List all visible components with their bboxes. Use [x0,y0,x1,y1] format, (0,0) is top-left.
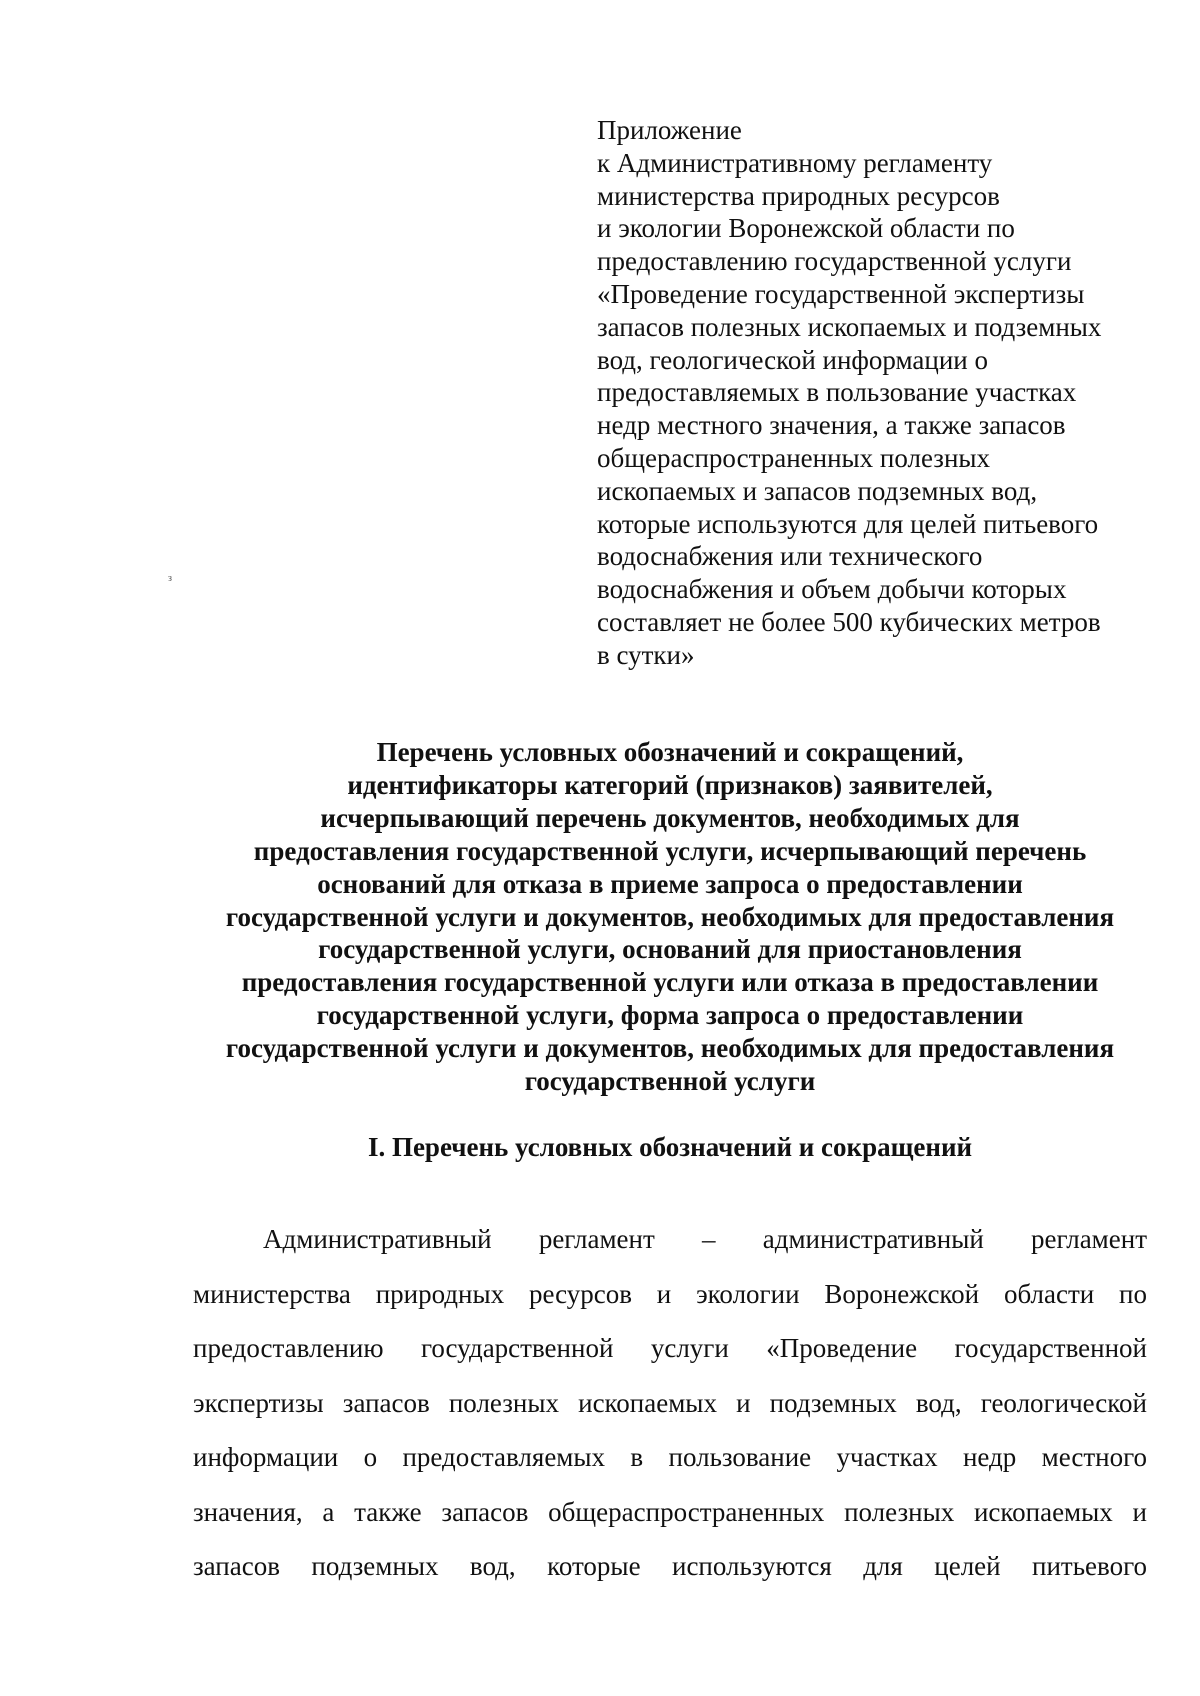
title-line: предоставления государственной услуги или отказа в предоставлении [241,967,1099,998]
appendix-line: предоставляемых в пользование участках [597,377,1077,408]
title-line: оснований для отказа в приеме запроса о предоставлении [317,868,1023,899]
appendix-line: водоснабжения и объем добычи которых [597,574,1067,605]
section-heading: I. Перечень условных обозначений и сокращений [367,1132,973,1162]
appendix-line: недр местного значения, а также запасов [597,410,1066,441]
appendix-line: вод, геологической информации о [597,344,988,375]
document-title [180,736,1160,1098]
appendix-line: водоснабжения или технического [597,541,983,572]
appendix-line: «Проведение государственной экспертизы [597,278,1085,309]
title-line: государственной услуги и документов, необходимых для предоставления [225,1033,1115,1064]
appendix-line: Приложение [597,115,742,145]
paragraph-line: Административный регламент – административный регламент [263,1224,1147,1254]
title-line: предоставления государственной услуги, исчерпывающий перечень [253,835,1087,866]
paragraph-line: информации о предоставляемых в пользование участках недр местного [193,1442,1147,1472]
title-line: государственной услуги [524,1066,816,1097]
appendix-header [597,114,1157,672]
appendix-line: общераспространенных полезных [597,442,991,473]
appendix-line: в сутки» [597,639,695,670]
appendix-line: к Административному регламенту [597,147,993,178]
appendix-line: составляет не более 500 кубических метров [597,606,1101,637]
paragraph-line: экспертизы запасов полезных ископаемых и подземных вод, геологической [193,1387,1147,1418]
appendix-line: министерства природных ресурсов [597,180,1000,211]
paragraph-line: министерства природных ресурсов и экологии Воронежской области по [193,1278,1147,1309]
section-paragraph [193,1212,1147,1594]
appendix-line: которые используются для целей питьевого [597,508,1099,539]
title-line: идентификаторы категорий (признаков) заявителей, [347,769,993,800]
title-line: государственной услуги, форма запроса о предоставлении [316,1000,1024,1031]
appendix-line: и экологии Воронежской области по [597,213,1015,244]
appendix-line: ископаемых и запасов подземных вод, [597,475,1038,506]
title-line: государственной услуги и документов, необходимых для предоставления [225,901,1115,932]
title-line: Перечень условных обозначений и сокращений, [376,737,964,767]
paragraph-line: запасов подземных вод, которые используются для целей питьевого [193,1551,1147,1581]
title-line: государственной услуги, оснований для приостановления [318,934,1022,965]
title-line: исчерпывающий перечень документов, необходимых для [320,802,1020,833]
stray-mark: з [168,573,172,584]
paragraph-line: предоставлению государственной услуги «Проведение государственной [193,1333,1147,1363]
appendix-line: запасов полезных ископаемых и подземных [597,311,1102,342]
paragraph-line: значения, а также запасов общераспространенных полезных ископаемых и [193,1496,1147,1527]
appendix-line: предоставлению государственной услуги [597,246,1072,277]
